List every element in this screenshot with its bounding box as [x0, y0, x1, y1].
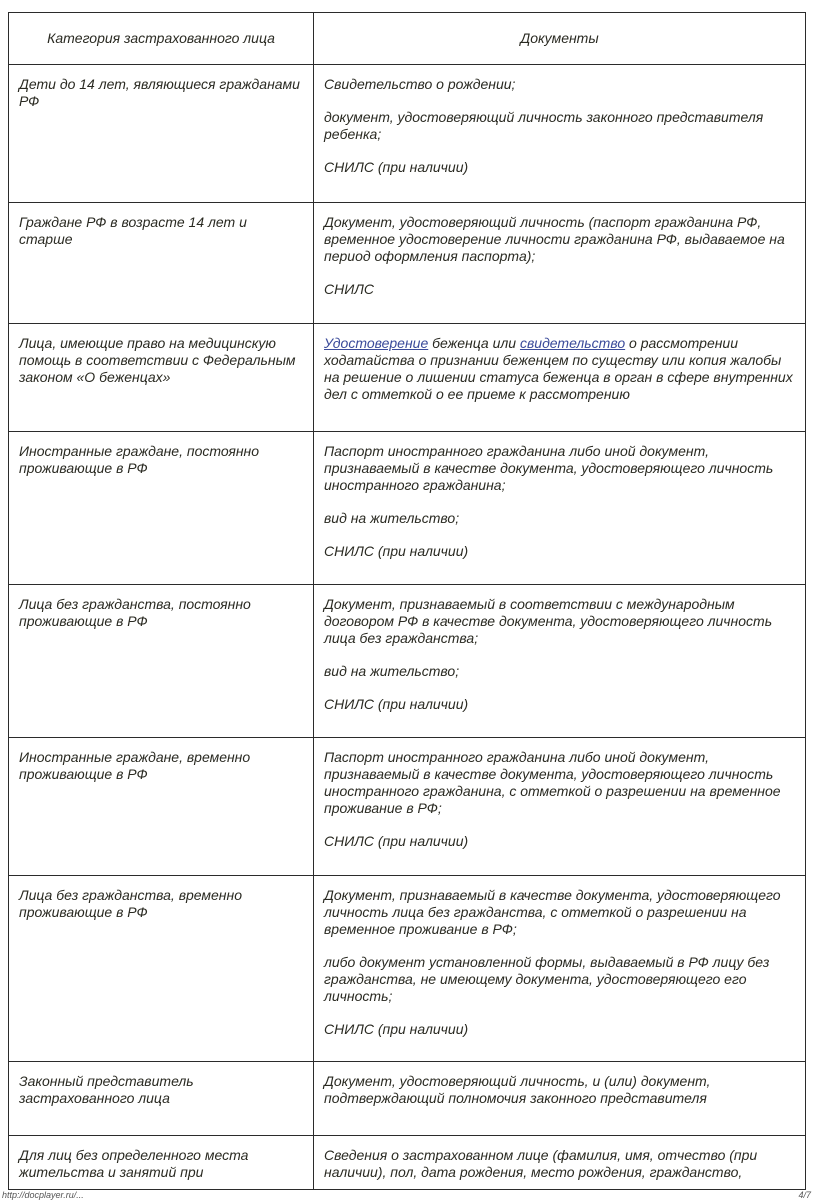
table-row [9, 1136, 806, 1190]
category-cell: Лица без гражданства, постоянно проживающие в РФ [9, 585, 314, 738]
documents-cell [314, 432, 806, 585]
document-text: о рассмотрении ходатайства о признании беженцем по существу или копия жалобы на решение о лишении статуса беженца в орган в сфере внутренних дел с отметкой о ее приеме к рассмотрению [324, 335, 793, 402]
document-item: Документ, удостоверяющий личность (паспорт гражданина РФ, временное удостоверение личности гражданина РФ, выдаваемое на период оформления паспорта); [324, 214, 785, 264]
category-cell: Иностранные граждане, постоянно проживающие в РФ [9, 432, 314, 585]
document-item: Паспорт иностранного гражданина либо иной документ, признаваемый в качестве документа, удостоверяющего личность иностранного гражданина; [324, 443, 774, 493]
document-item: Документ, признаваемый в соответствии с международным договором РФ в качестве документа, удостоверяющего личность лица без гражданства; [324, 596, 773, 646]
category-cell: Лица, имеющие право на медицинскую помощь в соответствии с Федеральным законом «О беженцах» [9, 324, 314, 432]
documents-cell [314, 738, 806, 876]
document-item: СНИЛС (при наличии) [324, 833, 469, 849]
document-item: Документ, удостоверяющий личность, и (или) документ, подтверждающий полномочия законного представителя [324, 1073, 711, 1106]
table-row [9, 65, 806, 203]
document-item: СНИЛС (при наличии) [324, 696, 469, 712]
documents-cell [314, 1062, 806, 1136]
document-item: СНИЛС (при наличии) [324, 543, 469, 559]
document-item: вид на жительство; [324, 663, 460, 679]
documents-cell [314, 65, 806, 203]
table-header-row [9, 13, 806, 65]
page-footer [0, 1190, 819, 1200]
documents-cell [314, 876, 806, 1062]
document-item: документ, удостоверяющий личность законного представителя ребенка; [324, 109, 764, 142]
category-cell: Дети до 14 лет, являющиеся гражданами РФ [9, 65, 314, 203]
document-item: Сведения о застрахованном лице (фамилия, имя, отчество (при наличии), пол, дата рождения, место рождения, гражданство, [324, 1147, 758, 1180]
document-item: СНИЛС (при наличии) [324, 159, 469, 175]
document-item: СНИЛС [324, 281, 374, 297]
documents-cell [314, 1136, 806, 1190]
document-item: Свидетельство о рождении; [324, 76, 516, 92]
table-row [9, 324, 806, 432]
document-item: либо документ установленной формы, выдаваемый в РФ лицу без гражданства, не имеющему документа, удостоверяющего его личность; [324, 954, 770, 1004]
refugee-certificate-link[interactable]: Удостоверение [324, 335, 429, 351]
document-item: Документ, признаваемый в качестве документа, удостоверяющего личность лица без гражданства, с отметкой о разрешении на временное проживание в РФ; [324, 887, 781, 937]
table-row [9, 203, 806, 324]
documents-cell [314, 203, 806, 324]
category-cell: Граждане РФ в возрасте 14 лет и старше [9, 203, 314, 324]
category-cell: Иностранные граждане, временно проживающие в РФ [9, 738, 314, 876]
document-item: СНИЛС (при наличии) [324, 1021, 469, 1037]
table-row [9, 876, 806, 1062]
footer-url: http://docplayer.ru/... [2, 1190, 84, 1200]
document-item: Паспорт иностранного гражданина либо иной документ, признаваемый в качестве документа, удостоверяющего личность иностранного гражданина, с отметкой о разрешении на временное проживание в РФ; [324, 749, 781, 816]
table-row [9, 738, 806, 876]
table-row [9, 432, 806, 585]
review-certificate-link[interactable]: свидетельство [519, 335, 626, 351]
page-number: 4/7 [798, 1190, 811, 1200]
documents-cell [314, 324, 806, 432]
documents-table [8, 12, 806, 1190]
document-item [324, 335, 795, 403]
header-documents: Документы [314, 13, 806, 65]
category-cell: Лица без гражданства, временно проживающие в РФ [9, 876, 314, 1062]
document-item: вид на жительство; [324, 510, 460, 526]
document-text: беженца или [428, 335, 520, 351]
header-category: Категория застрахованного лица [9, 13, 314, 65]
category-cell: Законный представитель застрахованного лица [9, 1062, 314, 1136]
table-row [9, 585, 806, 738]
documents-cell [314, 585, 806, 738]
category-cell: Для лиц без определенного места жительства и занятий при [9, 1136, 314, 1190]
table-row [9, 1062, 806, 1136]
